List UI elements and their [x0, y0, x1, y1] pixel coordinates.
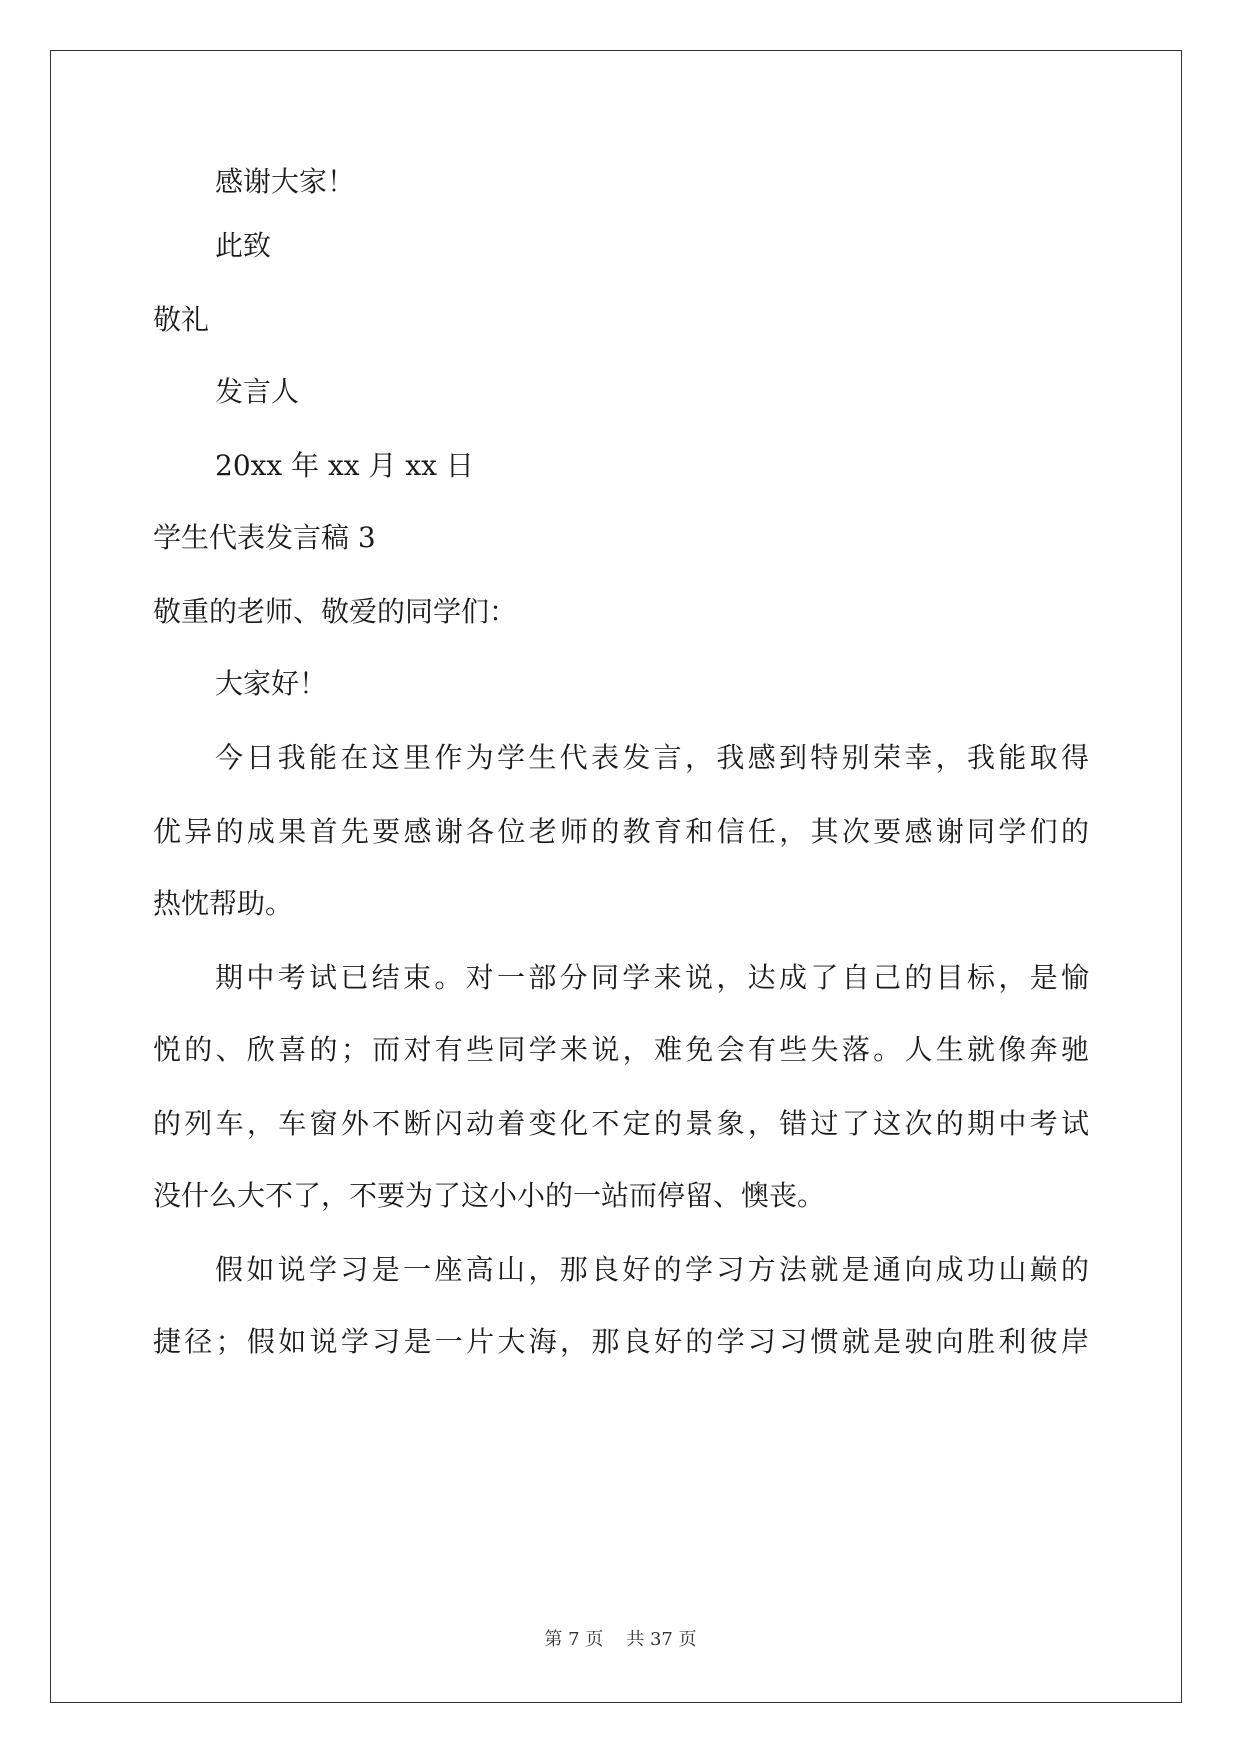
page-border: [50, 50, 1182, 1703]
paragraph-line: 优异的成果首先要感谢各位老师的教育和信任，其次要感谢同学们的: [153, 815, 1089, 848]
paragraph-line: 悦的、欣喜的；而对有些同学来说，难免会有些失落。人生就像奔驰: [153, 1033, 1089, 1066]
closing-thanks: 感谢大家！: [215, 165, 356, 198]
salutation-jingli: 敬礼: [153, 303, 210, 336]
page-total: 共 37 页: [626, 1629, 697, 1650]
speaker-label: 发言人: [215, 375, 300, 408]
paragraph-line: 的列车，车窗外不断闪动着变化不定的景象，错过了这次的期中考试: [153, 1107, 1089, 1140]
greeting-hello: 大家好！: [215, 667, 328, 700]
paragraph-line: 捷径；假如说学习是一片大海，那良好的学习习惯就是驶向胜利彼岸: [153, 1325, 1089, 1358]
paragraph-line: 没什么大不了，不要为了这小小的一站而停留、懊丧。: [153, 1179, 826, 1212]
page-footer: [0, 1625, 1241, 1651]
section-heading: 学生代表发言稿 3: [153, 521, 376, 554]
paragraph-line: 期中考试已结束。对一部分同学来说，达成了自己的目标，是愉: [215, 961, 1089, 994]
page-number: 第 7 页: [544, 1629, 604, 1650]
greeting-address: 敬重的老师、敬爱的同学们：: [153, 595, 518, 628]
paragraph-line: 热忱帮助。: [153, 887, 294, 920]
paragraph-line: 假如说学习是一座高山，那良好的学习方法就是通向成功山巅的: [215, 1253, 1089, 1286]
date-line: 20xx 年 xx 月 xx 日: [215, 449, 474, 482]
paragraph-line: 今日我能在这里作为学生代表发言，我感到特别荣幸，我能取得: [215, 741, 1089, 774]
salutation-cizhi: 此致: [215, 229, 272, 262]
